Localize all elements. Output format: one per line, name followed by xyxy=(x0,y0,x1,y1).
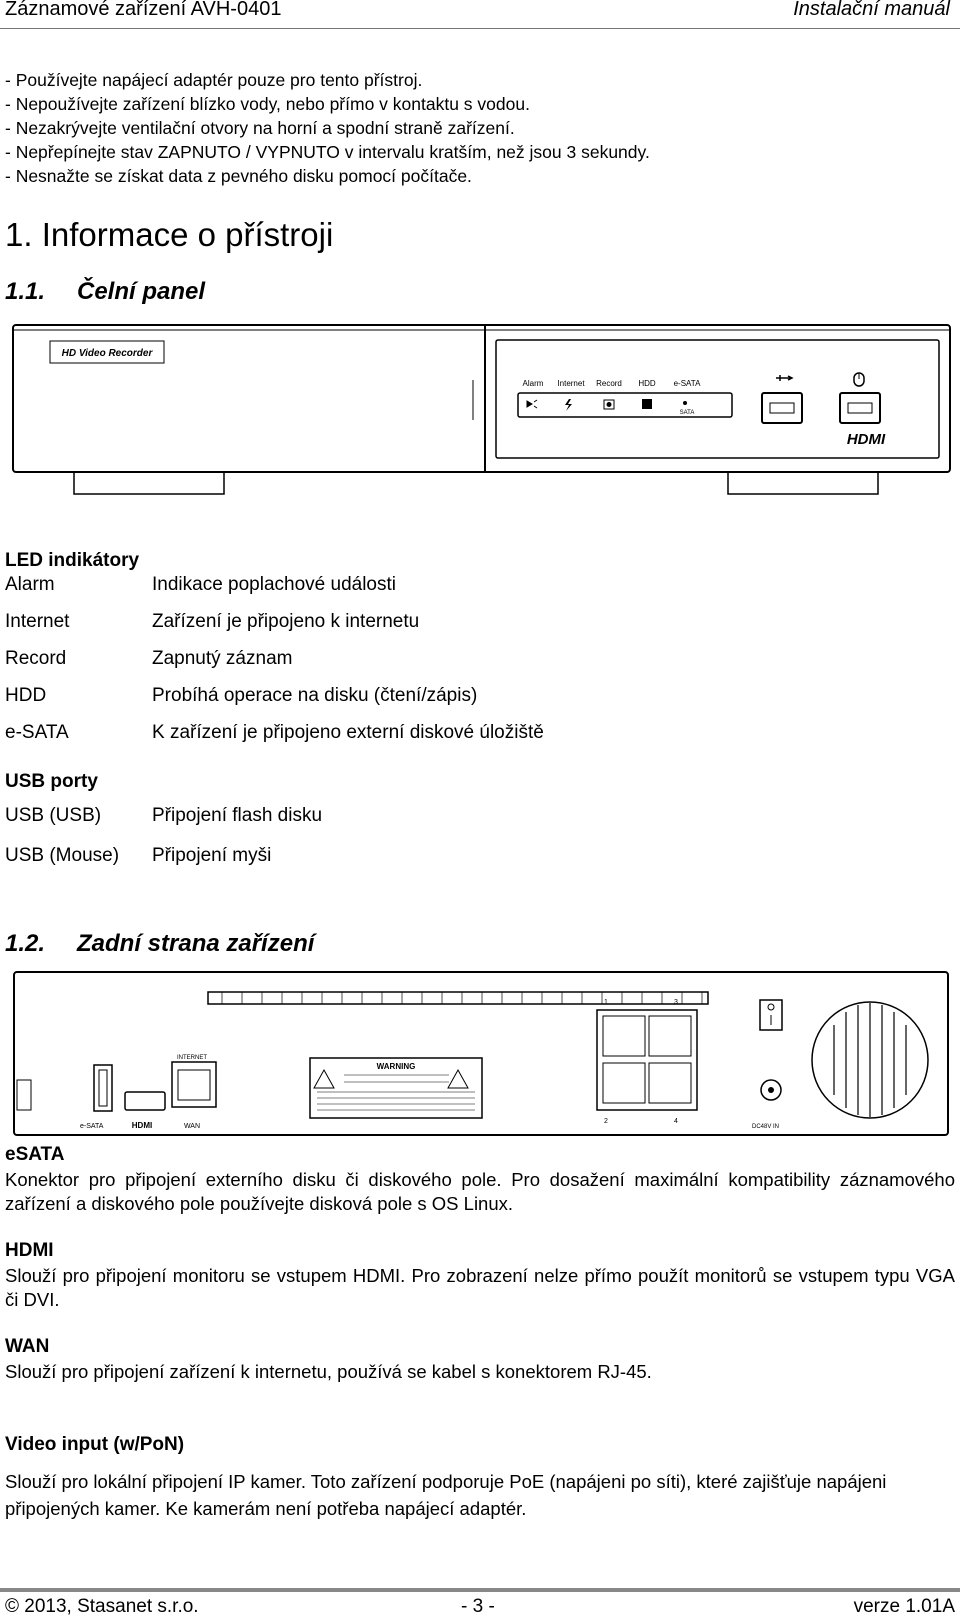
section-title: Čelní panel xyxy=(77,278,206,305)
led-key: Alarm xyxy=(5,574,55,595)
section-number: 1.1. xyxy=(5,278,46,305)
led-value: Probíhá operace na disku (čtení/zápis) xyxy=(152,685,478,706)
footer-divider xyxy=(0,1588,960,1592)
usb-icon xyxy=(776,375,792,381)
esata-led-icon xyxy=(680,401,695,416)
wan-heading: WAN xyxy=(5,1336,50,1357)
esata-port-label: e-SATA xyxy=(80,1123,104,1130)
power-label: DC48V IN xyxy=(752,1124,780,1130)
alarm-led-icon xyxy=(527,400,537,408)
warning-item: - Nepoužívejte zařízení blízko vody, nebo přímo v kontaktu s vodou. xyxy=(5,94,530,114)
esata-text: Konektor pro připojení externího disku či diskového pole. Pro dosažení maximální kompatibility záznamového zařízení a diskového pole používejte disková pole s OS Linux. xyxy=(5,1169,955,1214)
usb-row xyxy=(5,805,905,827)
port-number: 3 xyxy=(674,999,678,1006)
led-row xyxy=(5,611,905,633)
port-number: 1 xyxy=(604,999,608,1006)
header-divider xyxy=(0,28,960,29)
led-row xyxy=(5,722,905,744)
wan-port-label: WAN xyxy=(183,1123,201,1130)
brand-label: HD Video Recorder xyxy=(61,348,153,359)
video-input-text: Slouží pro lokální připojení IP kamer. Toto zařízení podporuje PoE (napájeni po síti), které zajišťuje napájeni připojených kamer. Ke kamerám není potřeba napájecí adaptér. xyxy=(5,1471,887,1519)
esata-heading: eSATA xyxy=(5,1144,65,1165)
section-1-title: 1. Informace o přístroji xyxy=(5,216,334,253)
led-row xyxy=(5,648,905,670)
internet-led-icon xyxy=(565,399,572,411)
led-label: Internet xyxy=(557,379,585,388)
video-input-heading: Video input (w/PoN) xyxy=(5,1434,185,1455)
led-label: HDD xyxy=(638,379,656,388)
section-1-2-heading xyxy=(5,930,314,958)
warning-item: - Nesnažte se získat data z pevného disku pomocí počítače. xyxy=(5,166,472,186)
footer-copyright: © 2013, Stasanet s.r.o. xyxy=(5,1596,199,1617)
footer-page-number: - 3 - xyxy=(461,1596,495,1617)
section-number: 1.2. xyxy=(5,930,46,957)
led-key: HDD xyxy=(5,685,47,706)
hdmi-port-label: HDMI xyxy=(131,1121,153,1130)
led-label: Alarm xyxy=(522,379,544,388)
section-1-1-heading xyxy=(5,278,205,306)
port-number: 4 xyxy=(674,1118,678,1125)
usb-heading: USB porty xyxy=(5,771,98,792)
usb-value: Připojení myši xyxy=(152,845,272,866)
led-key: Internet xyxy=(5,611,70,632)
led-value: Indikace poplachové události xyxy=(152,574,397,595)
led-value: Zapnutý záznam xyxy=(152,648,293,669)
led-value: K zařízení je připojeno externí diskové úložiště xyxy=(152,722,544,743)
internet-label: INTERNET xyxy=(177,1055,207,1061)
led-label: Record xyxy=(596,379,622,388)
hdd-led-icon xyxy=(642,399,652,409)
usb-value: Připojení flash disku xyxy=(152,805,323,826)
warning-item: - Nepřepínejte stav ZAPNUTO / VYPNUTO v intervalu kratším, než jsou 3 sekundy. xyxy=(5,142,650,162)
hdmi-heading: HDMI xyxy=(5,1240,54,1261)
port-number: 2 xyxy=(604,1118,608,1125)
usb-key: USB (Mouse) xyxy=(5,845,120,866)
usb-row xyxy=(5,845,905,867)
led-heading: LED indikátory xyxy=(5,550,140,571)
front-panel-diagram xyxy=(10,320,955,510)
led-key: e-SATA xyxy=(5,722,69,743)
led-value: Zařízení je připojeno k internetu xyxy=(152,611,420,632)
record-led-icon xyxy=(604,400,614,409)
fan-grille-icon xyxy=(812,1002,928,1118)
led-key: Record xyxy=(5,648,67,669)
warning-item: - Nezakrývejte ventilační otvory na horní a spodní straně zařízení. xyxy=(5,118,515,138)
svg-text:SATA: SATA xyxy=(679,410,695,416)
warning-item: - Používejte napájecí adaptér pouze pro tento přístroj. xyxy=(5,70,423,90)
wan-text: Slouží pro připojení zařízení k internetu, používá se kabel s konektorem RJ-45. xyxy=(5,1361,652,1382)
rear-panel-diagram xyxy=(12,970,952,1140)
led-label: e-SATA xyxy=(673,379,701,388)
footer-version: verze 1.01A xyxy=(853,1596,955,1617)
doc-type: Instalační manuál xyxy=(793,0,950,20)
doc-title: Záznamové zařízení AVH-0401 xyxy=(5,0,282,20)
led-row xyxy=(5,685,905,707)
warning-label: WARNING xyxy=(376,1062,416,1071)
hdmi-logo: HDMI xyxy=(846,431,886,448)
led-row xyxy=(5,574,905,596)
mouse-icon xyxy=(854,373,864,386)
hdmi-text: Slouží pro připojení monitoru se vstupem HDMI. Pro zobrazení nelze přímo použít monitorů se vstupem typu VGA či DVI. xyxy=(5,1265,955,1310)
usb-key: USB (USB) xyxy=(5,805,102,826)
section-title: Zadní strana zařízení xyxy=(77,930,315,957)
